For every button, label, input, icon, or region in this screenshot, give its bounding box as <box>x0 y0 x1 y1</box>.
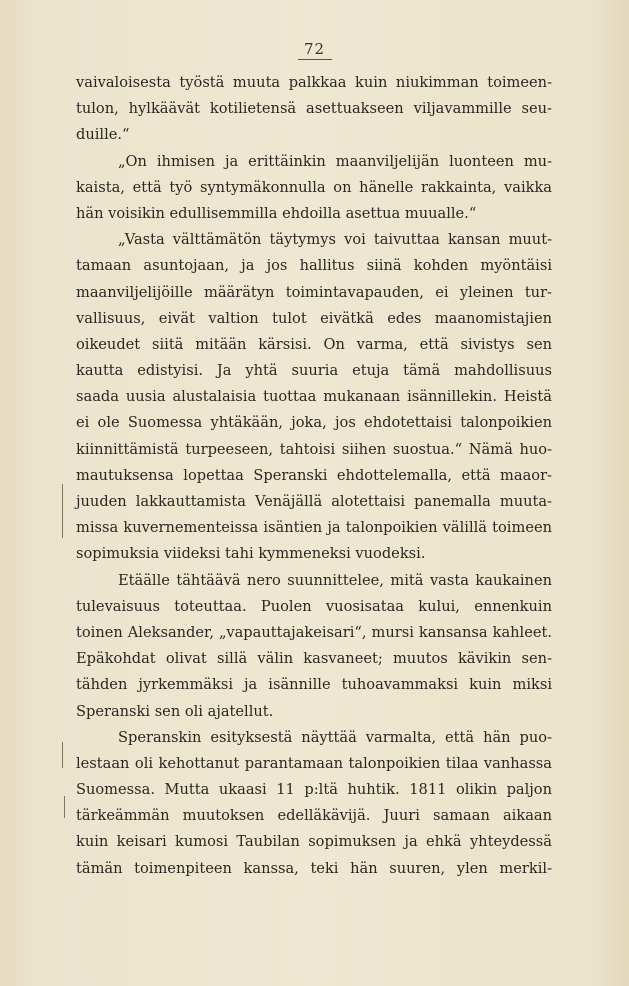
text-line: vaivaloisesta työstä muuta palkkaa kuin niukimman toimeen- <box>76 74 552 91</box>
text-line: kuin keisari kumosi Taubilan sopimuksen ja ehkä yhteydessä <box>76 833 552 851</box>
margin-mark <box>62 484 63 538</box>
text-line: Suomessa. Mutta ukaasi 11 p:ltä huhtik. 1811 olikin paljon <box>76 781 552 799</box>
text-line: vallisuus, eivät valtion tulot eivätkä edes maanomistajien <box>76 309 552 327</box>
text-line: tulon, hylkäävät kotilietensä asettuakseen viljavammille seu- <box>76 100 552 118</box>
margin-mark <box>64 796 65 818</box>
text-line: tähden jyrkemmäksi ja isännille tuhoavammaksi kuin miksi <box>76 676 552 694</box>
text-line: saada uusia alustalaisia tuottaa mukanaan isännillekin. Heistä <box>76 388 552 406</box>
text-line: tulevaisuus toteuttaa. Puolen vuosisataa kului, ennenkuin <box>76 597 552 615</box>
text-line: kaista, että työ syntymäkonnulla on hänelle rakkainta, vaikka <box>76 178 552 196</box>
text-line: Speranski sen oli ajatellut. <box>76 702 274 720</box>
text-line: toinen Aleksander, „vapauttajakeisari“, mursi kansansa kahleet. <box>76 623 552 641</box>
text-line: tamaan asuntojaan, ja jos hallitus siinä kohden myöntäisi <box>76 257 552 275</box>
text-line: hän voisikin edullisemmilla ehdoilla asettua muualle.“ <box>76 204 477 222</box>
margin-mark <box>62 742 63 768</box>
text-line: Etäälle tähtäävä nero suunnittelee, mitä vasta kaukainen <box>118 571 552 589</box>
text-line: maanviljelijöille määrätyn toimintavapauden, ei yleinen tur- <box>76 283 552 301</box>
text-line: Epäkohdat olivat sillä välin kasvaneet; muutos kävikin sen- <box>76 650 552 668</box>
text-line: Speranskin esityksestä näyttää varmalta, että hän puo- <box>118 728 552 746</box>
text-line: „On ihmisen ja erittäinkin maanviljelijän luonteen mu- <box>118 152 552 170</box>
text-line: oikeudet siitä mitään kärsisi. On varma, että sivistys sen <box>76 335 552 353</box>
text-line: kiinnittämistä turpeeseen, tahtoisi siihen suostua.“ Nämä huo- <box>76 440 552 458</box>
text-line: sopimuksia viideksi tahi kymmeneksi vuodeksi. <box>76 545 426 563</box>
text-line: duille.“ <box>76 126 130 144</box>
text-line: tärkeämmän muutoksen edelläkävijä. Juuri samaan aikaan <box>76 807 552 825</box>
text-line: missa kuvernementeissa isäntien ja talonpoikien välillä toimeen <box>76 519 552 537</box>
text-line: mautuksensa lopettaa Speranski ehdottelemalla, että maaor- <box>76 466 552 484</box>
text-line: „Vasta välttämätön täytymys voi taivuttaa kansan muut- <box>118 231 552 249</box>
text-line: ei ole Suomessa yhtäkään, joka, jos ehdotettaisi talonpoikien <box>76 414 552 432</box>
page-number: 72 <box>0 40 629 58</box>
text-line: kautta edistyisi. Ja yhtä suuria etuja tämä mahdollisuus <box>76 362 552 380</box>
body-text <box>76 70 552 882</box>
text-line: lestaan oli kehottanut parantamaan talonpoikien tilaa vanhassa <box>76 754 552 772</box>
text-line: juuden lakkauttamista Venäjällä alotettaisi panemalla muuta- <box>76 493 552 510</box>
text-line: tämän toimenpiteen kanssa, teki hän suuren, ylen merkil- <box>76 859 552 877</box>
